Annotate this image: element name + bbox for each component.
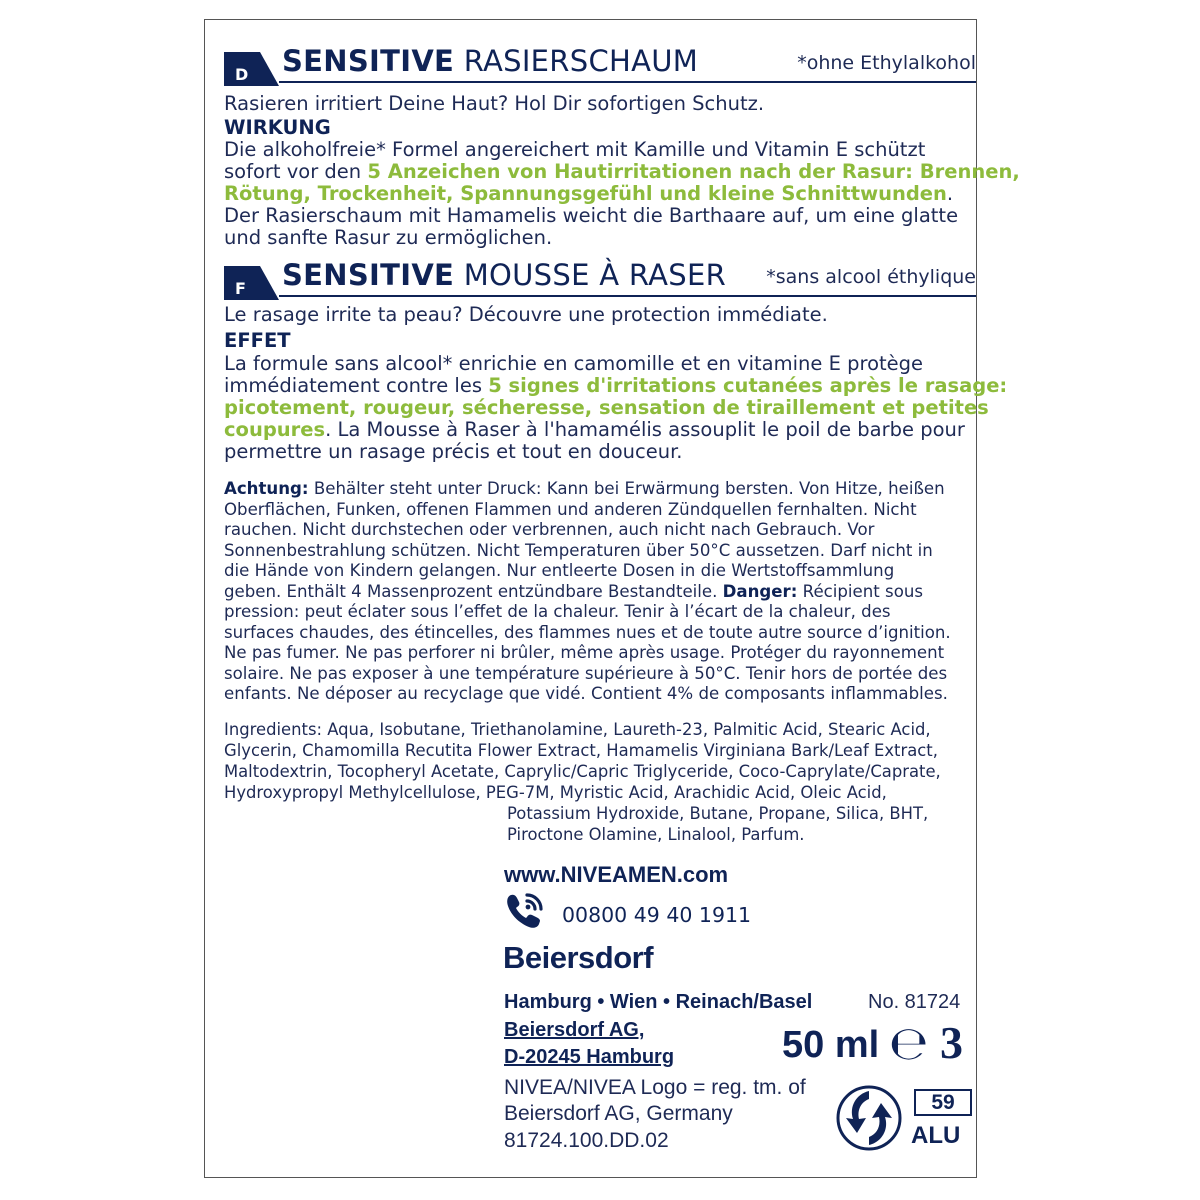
svg-text:F: F: [235, 279, 246, 298]
language-tab-d: [224, 52, 279, 86]
estimate-sign-icon: ℮: [889, 1016, 929, 1070]
warning-line: Oberflächen, Funken, offenen Flammen und anderen Zündquellen fernhalten. Nicht: [224, 499, 917, 519]
french-line: permettre un rasage précis et tout en douceur.: [224, 440, 683, 463]
warning-line: surfaces chaudes, des étincelles, des flammes nues et de toute autre source d’ignition.: [224, 622, 951, 642]
ingredients-line: Maltodextrin, Tocopheryl Acetate, Caprylic/Capric Triglyceride, Coco-Caprylate/Caprate,: [224, 762, 941, 781]
french-heading: EFFET: [224, 329, 291, 352]
german-line: Rötung, Trockenheit, Spannungsgefühl und kleine Schnittwunden.: [224, 182, 954, 205]
volume: 50 ml: [782, 1024, 880, 1066]
ingredients-line: Potassium Hydroxide, Butane, Propane, Silica, BHT,: [507, 804, 929, 823]
french-line: La formule sans alcool* enrichie en camomille et en vitamine E protège: [224, 352, 924, 375]
warning-line: enfants. Ne déposer au recyclage que vidé. Contient 4% de composants inflammables.: [224, 684, 948, 703]
german-title: SENSITIVE RASIERSCHAUM: [282, 44, 699, 78]
recycle-number: 59: [931, 1091, 955, 1114]
warning-line: rauchen. Nicht durchstechen oder verbrennen, auch nicht nach Gebrauch. Vor: [224, 520, 875, 539]
german-heading: WIRKUNG: [224, 116, 331, 139]
warning-line: Sonnenbestrahlung schützen. Nicht Temperaturen über 50°C aussetzen. Darf nicht in: [224, 540, 933, 560]
ingredients-line: Ingredients: Aqua, Isobutane, Triethanolamine, Laureth-23, Palmitic Acid, Stearic Acid,: [224, 720, 931, 739]
reverse-three-mark: 3: [940, 1017, 963, 1068]
ingredients-line: Piroctone Olamine, Linalool, Parfum.: [507, 825, 805, 844]
ingredients-line: Glycerin, Chamomilla Recutita Flower Extract, Hamamelis Virginiana Bark/Leaf Extract,: [224, 741, 938, 760]
warning-line: solaire. Ne pas exposer à une température supérieure à 50°C. Tenir hors de portée des: [224, 663, 948, 683]
german-line: und sanfte Rasur zu ermöglichen.: [224, 226, 553, 249]
warning-line: pression: peut éclater sous l’effet de la chaleur. Tenir à l’écart de la chaleur, des: [224, 602, 891, 621]
french-line: coupures. La Mousse à Raser à l'hamamélis assouplit le poil de barbe pour: [224, 418, 965, 441]
warning-line: geben. Enthält 4 Massenprozent entzündbare Bestandteile. Danger: Récipient sous: [224, 581, 924, 601]
french-title: SENSITIVE MOUSSE À RASER: [282, 258, 727, 292]
french-intro: Le rasage irrite ta peau? Découvre une protection immédiate.: [224, 303, 828, 326]
phone-number[interactable]: 00800 49 40 1911: [562, 903, 752, 927]
green-dot-icon: [836, 1085, 902, 1151]
beiersdorf-logo: Beiersdorf: [503, 940, 654, 975]
french-line: immédiatement contre les 5 signes d'irritations cutanées après le rasage:: [224, 374, 1008, 397]
german-line: Der Rasierschaum mit Hamamelis weicht die Barthaare auf, um eine glatte: [224, 204, 959, 227]
trademark-line: Beiersdorf AG, Germany: [504, 1102, 733, 1125]
german-note: *ohne Ethylalkohol: [797, 52, 976, 74]
batch-code: 81724.100.DD.02: [504, 1129, 669, 1152]
warning-line: Ne pas fumer. Ne pas perforer ni brûler, même après usage. Protéger du rayonnement: [224, 643, 945, 662]
svg-text:D: D: [235, 65, 249, 84]
recycle-material: ALU: [911, 1122, 961, 1149]
german-line: sofort vor den 5 Anzeichen von Hautirritationen nach der Rasur: Brennen,: [224, 160, 1020, 183]
german-intro: Rasieren irritiert Deine Haut? Hol Dir sofortigen Schutz.: [224, 92, 765, 115]
trademark-line: NIVEA/NIVEA Logo = reg. tm. of: [504, 1076, 806, 1099]
ingredients-line: Hydroxypropyl Methylcellulose, PEG-7M, Myristic Acid, Arachidic Acid, Oleic Acid,: [224, 783, 887, 802]
company-cities: Hamburg • Wien • Reinach/Basel: [504, 991, 813, 1013]
company-name: Beiersdorf AG,: [504, 1019, 645, 1041]
french-header: [224, 258, 976, 298]
german-header: [224, 44, 976, 84]
warning-line: Achtung: Behälter steht unter Druck: Kann bei Erwärmung bersten. Von Hitze, heißen: [224, 479, 945, 498]
website-url[interactable]: www.NIVEAMEN.com: [504, 862, 729, 887]
german-line: Die alkoholfreie* Formel angereichert mit Kamille und Vitamin E schützt: [224, 138, 926, 161]
product-number: No. 81724: [868, 991, 961, 1013]
language-tab-f: [224, 266, 279, 300]
header-rule: [279, 295, 976, 297]
french-line: picotement, rougeur, sécheresse, sensation de tiraillement et petites: [224, 396, 989, 419]
french-note: *sans alcool éthylique: [766, 266, 976, 288]
phone-icon: [505, 891, 547, 931]
company-address: D-20245 Hamburg: [504, 1046, 675, 1068]
header-rule: [279, 81, 976, 83]
warning-line: die Hände von Kindern gelangen. Nur entleerte Dosen in die Wertstoffsammlung: [224, 561, 895, 580]
